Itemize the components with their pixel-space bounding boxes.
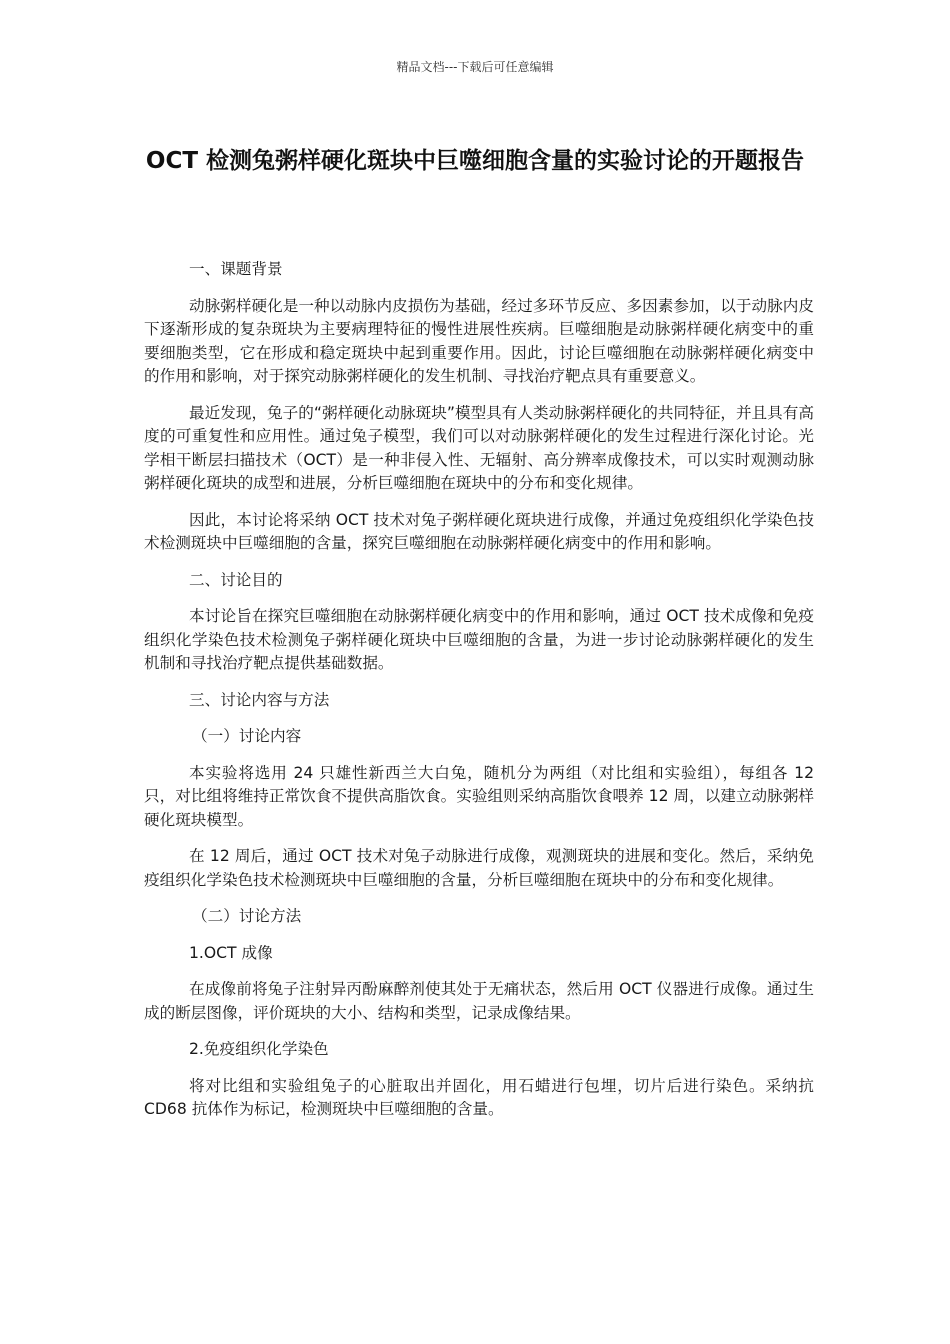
document-title: OCT 检测兔粥样硬化斑块中巨噬细胞含量的实验讨论的开题报告 — [145, 148, 805, 174]
header-note: 精品文档---下载后可任意编辑 — [396, 60, 554, 74]
method-heading-ihc: 2.免疫组织化学染色 — [189, 1040, 329, 1058]
document-body — [144, 258, 814, 1135]
paragraph-purpose: 本讨论旨在探究巨噬细胞在动脉粥样硬化病变中的作用和影响，通过 OCT 技术成像和免疫组织化学染色技术检测兔子粥样硬化斑块中巨噬细胞的含量，为进一步讨论动脉粥样硬化的发生机制和寻找治疗靶点提供基础数据。 — [144, 607, 814, 672]
paragraph-background-3: 因此，本讨论将采纳 OCT 技术对兔子粥样硬化斑块进行成像，并通过免疫组织化学染色技术检测斑块中巨噬细胞的含量，探究巨噬细胞在动脉粥样硬化病变中的作用和影响。 — [144, 510, 814, 552]
method-heading-oct: 1.OCT 成像 — [189, 943, 273, 962]
paragraph-background-2: 最近发现，兔子的“粥样硬化动脉斑块”模型具有人类动脉粥样硬化的共同特征，并且具有高度的可重复性和应用性。通过兔子模型，我们可以对动脉粥样硬化的发生过程进行深化讨论。光学相干断层扫描技术（OCT）是一种非侵入性、无辐射、高分辨率成像技术，可以实时观测动脉粥样硬化斑块的成型和进展，分析巨噬细胞在斑块中的分布和变化规律。 — [144, 403, 814, 492]
paragraph-method-oct: 在成像前将兔子注射异丙酚麻醉剂使其处于无痛状态，然后用 OCT 仪器进行成像。通过生成的断层图像，评价斑块的大小、结构和类型，记录成像结果。 — [144, 980, 814, 1022]
subsection-heading-methods: （二）讨论方法 — [192, 907, 302, 925]
subsection-heading-content: （一）讨论内容 — [192, 727, 302, 745]
section-heading-content-methods: 三、讨论内容与方法 — [189, 690, 330, 709]
section-heading-background: 一、课题背景 — [189, 260, 283, 278]
section-heading-purpose: 二、讨论目的 — [189, 570, 283, 589]
paragraph-background-1: 动脉粥样硬化是一种以动脉内皮损伤为基础，经过多环节反应、多因素参加，以于动脉内皮下逐渐形成的复杂斑块为主要病理特征的慢性进展性疾病。巨噬细胞是动脉粥样硬化病变中的重要细胞类型，它在形成和稳定斑块中起到重要作用。因此，讨论巨噬细胞在动脉粥样硬化病变中的作用和影响，对于探究动脉粥样硬化的发生机制、寻找治疗靶点具有重要意义。 — [144, 296, 814, 385]
paragraph-content-1: 本实验将选用 24 只雄性新西兰大白兔，随机分为两组（对比组和实验组），每组各 12 只，对比组将维持正常饮食不提供高脂饮食。实验组则采纳高脂饮食喂养 12 周，以建立动脉粥样硬化斑块模型。 — [144, 763, 814, 829]
paragraph-content-2: 在 12 周后，通过 OCT 技术对兔子动脉进行成像，观测斑块的进展和变化。然后，采纳免疫组织化学染色技术检测斑块中巨噬细胞的含量，分析巨噬细胞在斑块中的分布和变化规律。 — [144, 847, 814, 889]
paragraph-method-ihc: 将对比组和实验组兔子的心脏取出并固化，用石蜡进行包埋，切片后进行染色。采纳抗 CD68 抗体作为标记，检测斑块中巨噬细胞的含量。 — [144, 1076, 814, 1118]
